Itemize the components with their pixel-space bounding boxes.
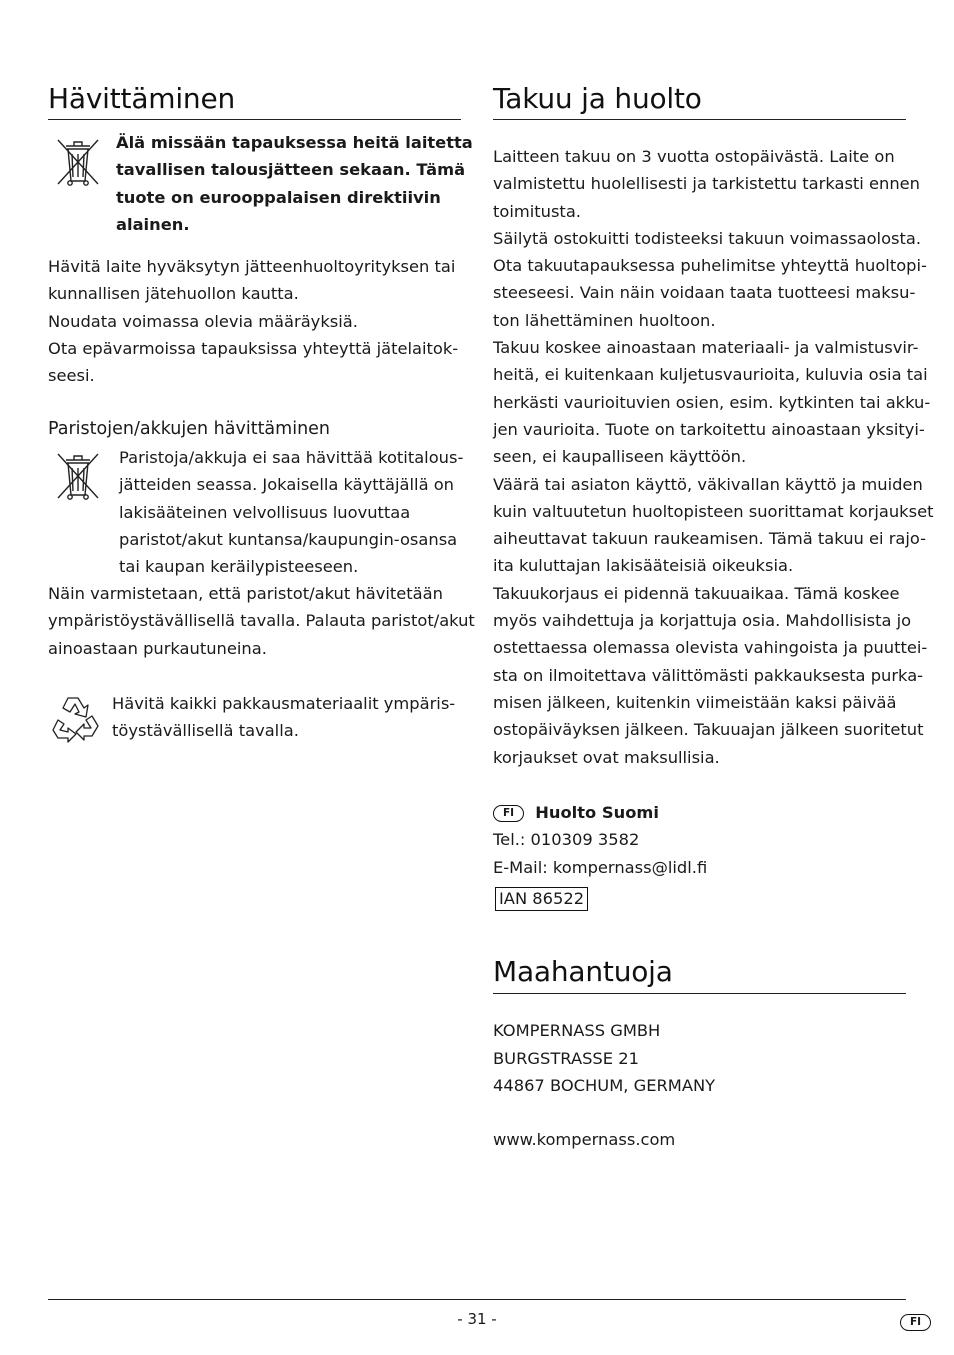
footer-language-badge [900,1312,931,1331]
battery-body [48,580,475,662]
title-rule [493,119,906,120]
warranty-body [493,143,934,771]
warranty-line: ton lähettäminen huoltoon. [493,310,716,330]
warning-line: tavallisen talousjätteen sekaan. Tämä [116,160,466,180]
service-contact [493,799,707,881]
body-line: Hävitä laite hyväksytyn jätteenhuoltoyrityksen tai [48,257,456,276]
warranty-title: Takuu ja huolto [493,82,702,115]
service-email: E-Mail: kompernass@lidl.fi [493,857,708,877]
packaging-text [112,690,455,745]
service-phone: Tel.: 010309 3582 [493,830,640,850]
warranty-line: misen jälkeen, kuitenkin viimeistään kaksi päivää [493,692,897,712]
warning-line: Älä missään tapauksessa heitä laitetta [116,133,473,152]
body-line: Ota epävarmoissa tapauksissa yhteyttä jätelaitok- [48,338,459,358]
battery-line: paristot/akut kuntansa/kaupungin-osansa [119,529,458,549]
address-line: KOMPERNASS GMBH [493,1021,661,1040]
country-badge: FI [493,805,524,822]
warranty-line: jen vaurioita. Tuote on tarkoitettu ainoastaan yksityi- [493,419,925,439]
crossed-bin-icon [50,134,106,190]
warranty-line: Ota takuutapauksessa puhelimitse yhteyttä huoltopi- [493,256,927,276]
disposal-body [48,253,458,389]
warranty-line: steeseesi. Vain näin voidaan taata tuotteesi maksu- [493,283,916,303]
ian-box: IAN 86522 [495,887,588,911]
warranty-line: Takuu koskee ainoastaan materiaali- ja valmistusvir- [493,338,919,358]
warranty-line: korjaukset ovat maksullisia. [493,747,720,767]
warranty-line: Väärä tai asiaton käyttö, väkivallan käyttö ja muiden [493,474,923,494]
battery-body-line: Näin varmistetaan, että paristot/akut hävitetään [48,584,443,603]
body-line: seesi. [48,366,95,386]
disposal-warning [116,129,473,238]
title-rule [493,993,906,994]
warranty-line: Laitteen takuu on 3 vuotta ostopäivästä. Laite on [493,147,895,166]
warranty-line: ostopäiväyksen jälkeen. Takuuajan jälkeen suoritetut [493,720,924,740]
importer-website: www.kompernass.com [493,1130,676,1149]
warranty-line: herkästi vaurioituvien osien, esim. kytkinten tai akku- [493,392,931,412]
warranty-line: Takuukorjaus ei pidennä takuuaikaa. Tämä koskee [493,583,900,603]
importer-address [493,1017,715,1100]
battery-line: jätteiden seassa. Jokaisella käyttäjällä on [119,475,455,495]
battery-icon-text [119,444,463,580]
warning-line: alainen. [116,214,190,234]
battery-line: tai kaupan keräilypisteeseen. [119,557,359,577]
warranty-line: heitä, ei kuitenkaan kuljetusvaurioita, kuluvia osia tai [493,365,928,385]
service-heading [493,799,707,826]
warranty-line: valmistettu huolellisesti ja tarkistettu tarkasti ennen [493,174,920,194]
warranty-line: Säilytä ostokuitti todisteeksi takuun voimassaolosta. [493,228,922,248]
title-rule [48,119,461,120]
language-badge: FI [900,1314,931,1331]
recycling-icon [48,690,104,746]
battery-line: Paristoja/akkuja ei saa hävittää kotitalous- [119,448,464,467]
packaging-line: Hävitä kaikki pakkausmateriaalit ympäris- [112,694,456,713]
body-line: kunnallisen jätehuollon kautta. [48,284,299,304]
warranty-line: sta on ilmoitettava välittömästi pakkauksesta purka- [493,665,924,685]
address-line: BURGSTRASSE 21 [493,1048,639,1068]
battery-line: lakisääteinen velvollisuus luovuttaa [119,502,411,522]
warning-line: tuote on eurooppalaisen direktiivin [116,187,441,207]
warranty-line: seen, ei kaupalliseen käyttöön. [493,447,747,467]
address-line: 44867 BOCHUM, GERMANY [493,1076,716,1096]
warranty-line: aiheuttavat takuun raukeamisen. Tämä takuu ei rajo- [493,529,927,549]
warranty-line: ostettaessa olemassa olevista vahingoista ja puuttei- [493,638,928,658]
crossed-bin-icon [50,448,106,504]
battery-body-line: ainoastaan purkautuneina. [48,638,267,658]
page-number: - 31 - [457,1310,497,1328]
packaging-line: töystävällisellä tavalla. [112,721,299,741]
body-line: Noudata voimassa olevia määräyksiä. [48,311,358,331]
battery-body-line: ympäristöystävällisellä tavalla. Palauta paristot/akut [48,611,475,631]
disposal-title: Hävittäminen [48,82,236,115]
warranty-line: myös vaihdettuja ja korjattuja osia. Mahdollisista jo [493,611,912,631]
battery-heading: Paristojen/akkujen hävittäminen [48,419,331,439]
warranty-line: kuin valtuutetun huoltopisteen suorittamat korjaukset [493,501,934,521]
importer-title: Maahantuoja [493,955,673,988]
footer-rule [48,1299,906,1300]
service-name: Huolto Suomi [535,803,659,822]
warranty-line: toimitusta. [493,201,581,221]
warranty-line: ita kuluttajan lakisääteisiä oikeuksia. [493,556,794,576]
